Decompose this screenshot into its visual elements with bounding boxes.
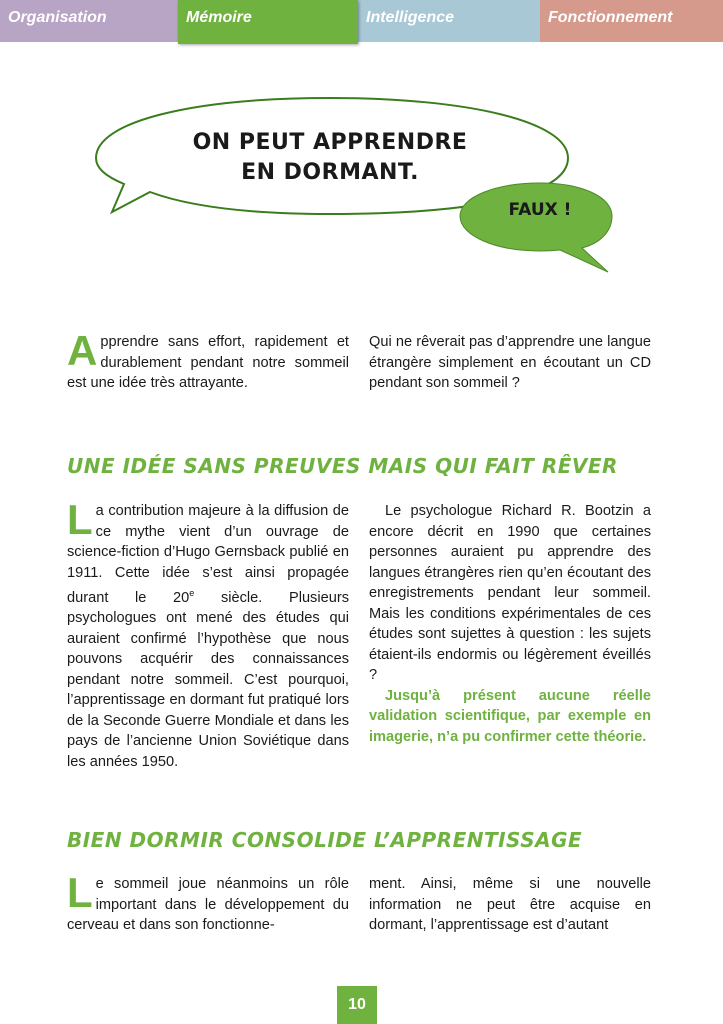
answer-speech-bubble: [460, 183, 612, 272]
section1-right-text: Le psychologue Richard R. Bootzin a encore décrit en 1990 que certaines personnes auraient pu apprendre des langues étrangères rien qu’en écoutant des enregistrements pendant leur sommeil. Mais les conditions expérimentales de ces études sont sujettes à question : les sujets étaient-ils endormis ou légèrement éveillés ?: [369, 503, 651, 683]
section2-right-text: ment. Ainsi, même si une nouvelle information ne peut être acquise en dormant, l’apprentissage est d’autant: [369, 876, 651, 933]
section1-conclusion: Jusqu’à présent aucune réelle validation scientifique, par exemple en imagerie, n’a pu confirmer cette théorie.: [369, 687, 651, 745]
section2-left-column: [67, 869, 349, 936]
intro-right-column: [369, 332, 651, 394]
page-number: 10: [337, 986, 377, 1024]
bubble-statement: [160, 128, 500, 188]
dropcap: A: [67, 327, 98, 374]
bubble-line-2: EN DORMANT.: [241, 160, 419, 185]
section-heading: UNE IDÉE SANS PREUVES MAIS QUI FAIT RÊVER: [67, 454, 618, 478]
section1-left-text-a: a contribution majeure à la diffusion de ce mythe vient d’un ouvrage de science-fiction d’Hugo Gernsback publié en 1911. Cette idée s’est ainsi propagée durant le 20: [67, 503, 349, 606]
dropcap: L: [67, 496, 93, 543]
tab-fonctionnement[interactable]: Fonctionnement: [540, 0, 723, 42]
dropcap: L: [67, 869, 93, 916]
tab-organisation[interactable]: Organisation: [0, 0, 178, 42]
section1-right-column: [369, 501, 651, 747]
intro-right-text: Qui ne rêverait pas d’apprendre une langue étrangère simplement en écoutant un CD pendant son sommeil ?: [369, 334, 651, 391]
section2-right-column: [369, 874, 651, 936]
section1-left-column: [67, 496, 349, 772]
section2-left-text: e sommeil joue néanmoins un rôle important dans le développement du cerveau et dans son fonctionne-: [67, 876, 349, 933]
answer-label: FAUX !: [508, 200, 572, 220]
tab-intelligence[interactable]: Intelligence: [358, 0, 540, 42]
superscript: e: [189, 588, 195, 598]
intro-left-column: [67, 327, 349, 394]
intro-left-text: pprendre sans effort, rapidement et durablement pendant notre sommeil est une idée très attrayante.: [67, 334, 349, 391]
bubble-line-1: ON PEUT APPRENDRE: [192, 130, 468, 155]
section1-left-text-b: siècle. Plusieurs psychologues ont mené des études qui auraient confirmé l’hypothèse que nous pouvons acquérir des connaissances pendant notre sommeil. C’est pourquoi, l’apprentissage en dormant fut pratiqué lors de la Seconde Guerre Mondiale et dans les pays de l’ancienne Union Soviétique dans les années 1950.: [67, 589, 349, 770]
tab-memoire[interactable]: Mémoire: [178, 0, 358, 44]
section-heading: BIEN DORMIR CONSOLIDE L’APPRENTISSAGE: [67, 828, 583, 852]
